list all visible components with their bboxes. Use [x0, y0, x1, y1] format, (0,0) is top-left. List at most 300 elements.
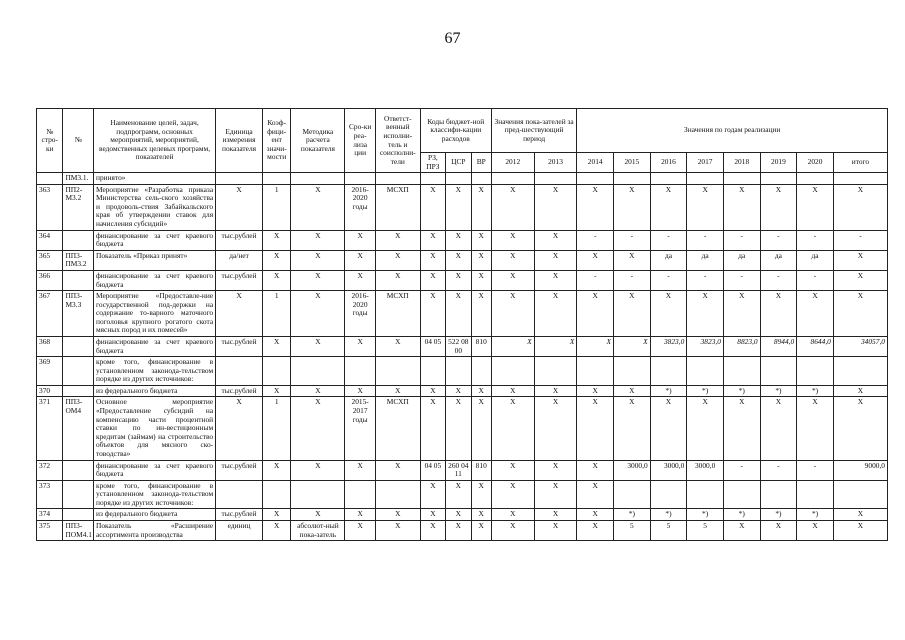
row-term-cell: Х [345, 460, 376, 480]
row-rz-cell: Х [420, 480, 445, 509]
row-year-value-cell: Х [723, 184, 760, 230]
row-vr-cell: Х [471, 230, 491, 250]
row-year-value-cell: - [577, 230, 614, 250]
row-term-cell [345, 173, 376, 185]
header-term: Сро-ки реа-лиза ции [345, 109, 376, 173]
table-row [37, 184, 888, 230]
row-year-value-cell [687, 357, 724, 386]
row-year-value-cell: Х [797, 520, 834, 540]
row-executor-cell: МСХП [375, 184, 420, 230]
header-prev-values: Значения пока-зателей за пред-шествующий период [491, 109, 576, 153]
row-code-cell: ПМ3.1. [63, 173, 94, 185]
row-year-value-cell: - [833, 230, 887, 250]
row-method-cell: Х [291, 397, 345, 460]
row-year-value-cell: Х [534, 397, 577, 460]
row-year-value-cell: - [760, 230, 797, 250]
row-year-value-cell: *) [723, 509, 760, 521]
row-year-value-cell [760, 173, 797, 185]
row-unit-cell: тыс.рублей [216, 230, 263, 250]
row-year-value-cell: 8644,0 [797, 336, 834, 356]
row-year-value-cell: *) [650, 385, 687, 397]
row-year-value-cell [534, 173, 577, 185]
table-row [37, 270, 888, 290]
row-name-cell: кроме того, финансирование в установленном законода-тельством порядке из других источников: [93, 357, 215, 386]
row-method-cell [291, 173, 345, 185]
row-code-cell [63, 460, 94, 480]
header-coef: Коэф-фици-ент значи-мости [262, 109, 290, 173]
row-code-cell [63, 357, 94, 386]
row-year-value-cell [833, 357, 887, 386]
row-year-value-cell: Х [534, 336, 577, 356]
row-rz-cell: Х [420, 184, 445, 230]
row-year-value-cell [760, 357, 797, 386]
row-term-cell: Х [345, 270, 376, 290]
header-year: 2012 [491, 153, 534, 173]
row-method-cell: Х [291, 184, 345, 230]
row-year-value-cell [833, 173, 887, 185]
row-year-value-cell: Х [534, 250, 577, 270]
header-method: Методика расчета показателя [291, 109, 345, 173]
row-year-value-cell: - [577, 270, 614, 290]
row-year-value-cell: Х [760, 291, 797, 337]
row-year-value-cell: 5 [614, 520, 651, 540]
row-year-value-cell: 8823,0 [723, 336, 760, 356]
row-number-cell: 363 [37, 184, 63, 230]
header-year: 2014 [577, 153, 614, 173]
row-method-cell [291, 357, 345, 386]
row-executor-cell: Х [375, 270, 420, 290]
row-csr-cell: Х [446, 509, 471, 521]
row-year-value-cell: Х [577, 460, 614, 480]
row-year-value-cell: *) [687, 509, 724, 521]
row-year-value-cell: Х [491, 336, 534, 356]
row-method-cell: Х [291, 270, 345, 290]
row-year-value-cell: *) [723, 385, 760, 397]
row-year-value-cell: да [650, 250, 687, 270]
row-vr-cell: Х [471, 250, 491, 270]
row-year-value-cell [797, 357, 834, 386]
row-csr-cell: Х [446, 397, 471, 460]
header-csr: ЦСР [446, 153, 471, 173]
row-coef-cell: Х [262, 385, 290, 397]
row-year-value-cell [577, 173, 614, 185]
row-term-cell: Х [345, 336, 376, 356]
row-year-value-cell: Х [687, 291, 724, 337]
row-term-cell: 2016-2020 годы [345, 291, 376, 337]
header-year: 2013 [534, 153, 577, 173]
row-number-cell: 374 [37, 509, 63, 521]
row-year-value-cell: Х [650, 291, 687, 337]
header-years-values: Значения по годам реализации [577, 109, 888, 153]
row-year-value-cell [687, 480, 724, 509]
row-year-value-cell [797, 173, 834, 185]
row-year-value-cell: Х [797, 397, 834, 460]
row-year-value-cell: Х [760, 184, 797, 230]
row-year-value-cell: Х [577, 397, 614, 460]
row-number-cell: 365 [37, 250, 63, 270]
row-year-value-cell: *) [797, 509, 834, 521]
row-unit-cell: тыс.рублей [216, 460, 263, 480]
row-year-value-cell: Х [577, 509, 614, 521]
row-code-cell [63, 336, 94, 356]
row-coef-cell: 1 [262, 397, 290, 460]
row-year-value-cell: 3000,0 [687, 460, 724, 480]
row-method-cell: Х [291, 460, 345, 480]
row-year-value-cell: Х [491, 250, 534, 270]
row-year-value-cell: Х [491, 291, 534, 337]
row-number-cell: 372 [37, 460, 63, 480]
row-unit-cell: тыс.рублей [216, 385, 263, 397]
table-row [37, 397, 888, 460]
row-coef-cell: 1 [262, 291, 290, 337]
row-name-cell: финансирование за счет краевого бюджета [93, 336, 215, 356]
row-number-cell: 364 [37, 230, 63, 250]
row-year-value-cell: *) [760, 385, 797, 397]
row-code-cell [63, 270, 94, 290]
table-row [37, 250, 888, 270]
row-year-value-cell: Х [723, 397, 760, 460]
row-year-value-cell: Х [577, 336, 614, 356]
row-year-value-cell: Х [577, 250, 614, 270]
row-year-value-cell [614, 480, 651, 509]
row-name-cell: Показатель «Расширение ассортимента производства [93, 520, 215, 540]
table-row [37, 385, 888, 397]
row-executor-cell: Х [375, 385, 420, 397]
row-coef-cell: Х [262, 250, 290, 270]
header-year: 2018 [723, 153, 760, 173]
row-number-cell [37, 173, 63, 185]
row-year-value-cell: Х [614, 385, 651, 397]
row-vr-cell: Х [471, 509, 491, 521]
row-csr-cell: Х [446, 250, 471, 270]
row-number-cell: 368 [37, 336, 63, 356]
row-rz-cell: 04 05 [420, 460, 445, 480]
row-year-value-cell: *) [797, 385, 834, 397]
header-year: 2019 [760, 153, 797, 173]
row-code-cell: ПП3-М3.3 [63, 291, 94, 337]
row-year-value-cell: Х [491, 460, 534, 480]
row-year-value-cell: да [723, 250, 760, 270]
row-coef-cell: 1 [262, 184, 290, 230]
row-year-value-cell: - [760, 270, 797, 290]
row-csr-cell: Х [446, 270, 471, 290]
row-coef-cell: Х [262, 509, 290, 521]
row-code-cell [63, 509, 94, 521]
row-executor-cell: Х [375, 230, 420, 250]
row-name-cell: финансирование за счет краевого бюджета [93, 230, 215, 250]
row-year-value-cell: Х [797, 184, 834, 230]
row-unit-cell: Х [216, 397, 263, 460]
row-csr-cell: Х [446, 291, 471, 337]
row-year-value-cell: Х [833, 509, 887, 521]
row-year-value-cell: Х [614, 397, 651, 460]
row-year-value-cell: Х [491, 480, 534, 509]
row-vr-cell: Х [471, 270, 491, 290]
row-rz-cell [420, 357, 445, 386]
row-method-cell: Х [291, 230, 345, 250]
table-row [37, 460, 888, 480]
row-year-value-cell [723, 173, 760, 185]
row-year-value-cell: - [723, 230, 760, 250]
row-name-cell: Показатель «Приказ принят» [93, 250, 215, 270]
row-year-value-cell: 3823,0 [687, 336, 724, 356]
row-year-value-cell: 5 [650, 520, 687, 540]
row-year-value-cell [614, 173, 651, 185]
row-term-cell [345, 480, 376, 509]
row-year-value-cell: Х [534, 520, 577, 540]
row-executor-cell: Х [375, 460, 420, 480]
row-year-value-cell: Х [491, 520, 534, 540]
row-year-value-cell: Х [833, 397, 887, 460]
row-csr-cell [446, 357, 471, 386]
header-year-total: итого [833, 153, 887, 173]
row-year-value-cell: - [723, 270, 760, 290]
row-coef-cell [262, 173, 290, 185]
row-year-value-cell: *) [614, 509, 651, 521]
row-number-cell: 369 [37, 357, 63, 386]
row-csr-cell: Х [446, 230, 471, 250]
row-year-value-cell: Х [534, 509, 577, 521]
row-code-cell [63, 385, 94, 397]
row-coef-cell: Х [262, 520, 290, 540]
row-year-value-cell: Х [760, 520, 797, 540]
table-row [37, 291, 888, 337]
row-number-cell: 375 [37, 520, 63, 540]
row-method-cell [291, 480, 345, 509]
row-year-value-cell [760, 480, 797, 509]
row-executor-cell: Х [375, 520, 420, 540]
table-row [37, 357, 888, 386]
row-year-value-cell: Х [491, 184, 534, 230]
row-unit-cell: тыс.рублей [216, 509, 263, 521]
row-unit-cell: единиц [216, 520, 263, 540]
row-code-cell: ПП3-ПОМ4.1 [63, 520, 94, 540]
row-year-value-cell: Х [491, 509, 534, 521]
row-year-value-cell: Х [833, 184, 887, 230]
header-year: 2017 [687, 153, 724, 173]
row-year-value-cell: Х [577, 291, 614, 337]
row-vr-cell: Х [471, 291, 491, 337]
row-year-value-cell [650, 173, 687, 185]
row-csr-cell [446, 173, 471, 185]
header-code: № [63, 109, 94, 173]
row-csr-cell: Х [446, 385, 471, 397]
row-unit-cell: тыс.рублей [216, 336, 263, 356]
table-row [37, 173, 888, 185]
header-vr: ВР [471, 153, 491, 173]
row-year-value-cell: Х [491, 397, 534, 460]
row-year-value-cell: Х [687, 184, 724, 230]
row-year-value-cell: Х [491, 385, 534, 397]
header-year: 2020 [797, 153, 834, 173]
row-method-cell: Х [291, 385, 345, 397]
row-year-value-cell: 3000,0 [650, 460, 687, 480]
row-vr-cell [471, 357, 491, 386]
row-name-cell: Мероприятие «Разработка приказа Министерства сель-ского хозяйства и продоволь-ствия Забайкальского края об утверждении ставок для начисления субсидий» [93, 184, 215, 230]
row-year-value-cell: Х [650, 184, 687, 230]
row-year-value-cell: Х [491, 230, 534, 250]
row-csr-cell: Х [446, 184, 471, 230]
row-code-cell: ПП3-ОМ4 [63, 397, 94, 460]
row-executor-cell [375, 357, 420, 386]
row-unit-cell: тыс.рублей [216, 270, 263, 290]
row-year-value-cell: Х [614, 250, 651, 270]
row-unit-cell: Х [216, 184, 263, 230]
row-number-cell: 373 [37, 480, 63, 509]
header-rz: РЗ, ПРЗ [420, 153, 445, 173]
table-row [37, 336, 888, 356]
row-executor-cell: Х [375, 250, 420, 270]
row-vr-cell: Х [471, 385, 491, 397]
row-term-cell: Х [345, 509, 376, 521]
row-csr-cell: 260 04 11 [446, 460, 471, 480]
row-year-value-cell: Х [833, 520, 887, 540]
row-year-value-cell: да [687, 250, 724, 270]
row-rz-cell: Х [420, 509, 445, 521]
row-year-value-cell: Х [534, 184, 577, 230]
row-year-value-cell: - [760, 460, 797, 480]
row-rz-cell [420, 173, 445, 185]
row-year-value-cell: Х [577, 520, 614, 540]
row-year-value-cell [723, 357, 760, 386]
row-year-value-cell: Х [577, 184, 614, 230]
row-year-value-cell: 34057,0 [833, 336, 887, 356]
row-name-cell: Основное мероприятие «Предоставление субсидий на компенсацию части процентной ставки по ин-вестиционным кредитам (займам) на строительство объектов для мясного ско-товодства» [93, 397, 215, 460]
table-row [37, 230, 888, 250]
row-name-cell: финансирование за счет краевого бюджета [93, 270, 215, 290]
row-unit-cell: Х [216, 291, 263, 337]
row-year-value-cell: Х [534, 480, 577, 509]
row-code-cell [63, 230, 94, 250]
header-year: 2015 [614, 153, 651, 173]
row-coef-cell [262, 357, 290, 386]
row-year-value-cell [723, 480, 760, 509]
row-executor-cell: МСХП [375, 291, 420, 337]
row-name-cell: кроме того, финансирование в установленном законода-тельством порядке из других источников: [93, 480, 215, 509]
row-coef-cell: Х [262, 336, 290, 356]
row-year-value-cell: Х [491, 270, 534, 290]
row-year-value-cell: - [614, 270, 651, 290]
row-term-cell [345, 357, 376, 386]
header-name: Наименование целей, задач, подпрограмм, основных мероприятий, мероприятий, ведомственных целевых программ, показателей [93, 109, 215, 173]
row-term-cell: 2015-2017 годы [345, 397, 376, 460]
row-unit-cell [216, 173, 263, 185]
row-method-cell: Х [291, 509, 345, 521]
row-vr-cell: Х [471, 397, 491, 460]
row-year-value-cell: *) [687, 385, 724, 397]
row-year-value-cell: - [723, 460, 760, 480]
row-number-cell: 370 [37, 385, 63, 397]
row-name-cell: из федерального бюджета [93, 385, 215, 397]
row-term-cell: 2016-2020 годы [345, 184, 376, 230]
row-method-cell: Х [291, 336, 345, 356]
row-year-value-cell: да [797, 250, 834, 270]
row-year-value-cell: Х [833, 385, 887, 397]
header-year: 2016 [650, 153, 687, 173]
row-term-cell: Х [345, 520, 376, 540]
row-coef-cell: Х [262, 270, 290, 290]
row-code-cell: ПП2-М3.2 [63, 184, 94, 230]
row-unit-cell [216, 480, 263, 509]
row-rz-cell: Х [420, 250, 445, 270]
row-executor-cell: МСХП [375, 397, 420, 460]
row-year-value-cell: Х [614, 291, 651, 337]
row-year-value-cell [833, 480, 887, 509]
table-row [37, 480, 888, 509]
row-year-value-cell: Х [534, 385, 577, 397]
row-year-value-cell: 3000,0 [614, 460, 651, 480]
row-vr-cell: Х [471, 520, 491, 540]
row-rz-cell: Х [420, 270, 445, 290]
row-year-value-cell: Х [534, 460, 577, 480]
row-rz-cell: Х [420, 397, 445, 460]
row-rz-cell: Х [420, 385, 445, 397]
row-vr-cell: 810 [471, 460, 491, 480]
row-year-value-cell: Х [614, 184, 651, 230]
row-number-cell: 371 [37, 397, 63, 460]
header-row-no: № стро-ки [37, 109, 63, 173]
row-csr-cell: 522 08 00 [446, 336, 471, 356]
row-year-value-cell [491, 357, 534, 386]
row-year-value-cell: - [614, 230, 651, 250]
row-rz-cell: Х [420, 230, 445, 250]
header-budget-codes: Коды бюджет-ной классифи-кации расходов [420, 109, 491, 153]
row-year-value-cell: 8944,0 [760, 336, 797, 356]
row-year-value-cell [687, 173, 724, 185]
row-name-cell: Мероприятие «Предоставле-ние государственной под-держки на содержание то-варного маточного поголовья крупного рогатого скота мясных пород и их помесей» [93, 291, 215, 337]
row-year-value-cell: Х [760, 397, 797, 460]
row-year-value-cell: - [797, 270, 834, 290]
row-year-value-cell: Х [650, 397, 687, 460]
row-term-cell: Х [345, 385, 376, 397]
row-year-value-cell: Х [723, 520, 760, 540]
row-method-cell: Х [291, 291, 345, 337]
row-vr-cell: 810 [471, 336, 491, 356]
row-csr-cell: Х [446, 520, 471, 540]
row-code-cell: ПП3-ПМ3.2 [63, 250, 94, 270]
row-name-cell: финансирование за счет краевого бюджета [93, 460, 215, 480]
program-indicators-table [36, 108, 888, 541]
row-year-value-cell [577, 357, 614, 386]
row-coef-cell [262, 480, 290, 509]
row-year-value-cell: Х [833, 270, 887, 290]
row-executor-cell: Х [375, 509, 420, 521]
row-unit-cell: да/нет [216, 250, 263, 270]
row-year-value-cell: - [797, 230, 834, 250]
row-year-value-cell: Х [833, 291, 887, 337]
row-vr-cell: Х [471, 184, 491, 230]
row-year-value-cell: 9000,0 [833, 460, 887, 480]
row-coef-cell: Х [262, 230, 290, 250]
row-coef-cell: Х [262, 460, 290, 480]
row-year-value-cell: Х [687, 397, 724, 460]
table-row [37, 520, 888, 540]
header-executor: Ответст-венный исполни-тель и соисполни-тели [375, 109, 420, 173]
header-unit: Единица измерения показателя [216, 109, 263, 173]
row-vr-cell: Х [471, 480, 491, 509]
row-year-value-cell: Х [534, 270, 577, 290]
row-method-cell: абсолют-ный пока-затель [291, 520, 345, 540]
row-year-value-cell: 3823,0 [650, 336, 687, 356]
row-rz-cell: Х [420, 291, 445, 337]
row-year-value-cell: - [650, 270, 687, 290]
row-year-value-cell: - [687, 270, 724, 290]
row-year-value-cell: Х [723, 291, 760, 337]
row-year-value-cell [650, 357, 687, 386]
row-rz-cell: 04 05 [420, 336, 445, 356]
table-header [37, 109, 888, 173]
row-year-value-cell: - [797, 460, 834, 480]
